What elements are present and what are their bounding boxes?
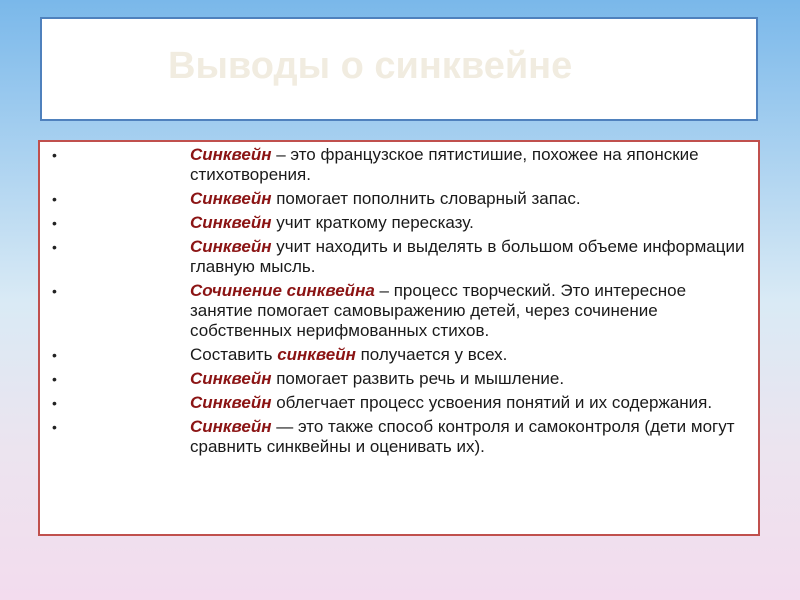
list-item (40, 417, 758, 457)
bullet-icon: • (52, 239, 57, 255)
bullet-icon: • (52, 347, 57, 363)
list-item (40, 345, 758, 365)
list-item (40, 145, 758, 185)
item-emphasis: Синквейн (190, 237, 272, 256)
item-text: – процесс творческий. Это интересное занятие помогает самовыражению детей, через сочинение собственных нерифмованных стихов. (190, 281, 687, 340)
item-lead: Составить (190, 345, 278, 364)
list-item (40, 189, 758, 209)
bullet-icon: • (52, 283, 57, 299)
list-item (40, 369, 758, 389)
item-emphasis: Синквейн (190, 213, 272, 232)
list-item (40, 237, 758, 277)
item-text: – это французское пятистишие, похожее на японские стихотворения. (190, 145, 699, 184)
bullet-icon: • (52, 395, 57, 411)
item-text: помогает пополнить словарный запас. (271, 189, 581, 208)
item-emphasis: синквейн (277, 345, 356, 364)
item-emphasis: Синквейн (190, 417, 272, 436)
item-emphasis: Синквейн (190, 189, 272, 208)
slide-title: Выводы о синквейне (168, 45, 573, 87)
item-text: помогает развить речь и мышление. (271, 369, 565, 388)
item-text: облегчает процесс усвоения понятий и их содержания. (271, 393, 713, 412)
list-item (40, 393, 758, 413)
bullet-icon: • (52, 215, 57, 231)
title-box (40, 17, 758, 121)
item-text: учит краткому пересказу. (271, 213, 474, 232)
bullet-icon: • (52, 191, 57, 207)
item-emphasis: Сочинение синквейна (190, 281, 375, 300)
item-text: — это также способ контроля и самоконтроля (дети могут сравнить синквейны и оценивать их). (190, 417, 735, 456)
item-emphasis: Синквейн (190, 369, 272, 388)
item-text: получается у всех. (355, 345, 508, 364)
list-item (40, 281, 758, 341)
bullet-icon: • (52, 147, 57, 163)
bullet-icon: • (52, 371, 57, 387)
list-item (40, 213, 758, 233)
item-emphasis: Синквейн (190, 393, 272, 412)
item-text: учит находить и выделять в большом объеме информации главную мысль. (190, 237, 745, 276)
bullet-list (40, 145, 758, 461)
content-box (38, 140, 760, 536)
bullet-icon: • (52, 419, 57, 435)
item-emphasis: Синквейн (190, 145, 272, 164)
